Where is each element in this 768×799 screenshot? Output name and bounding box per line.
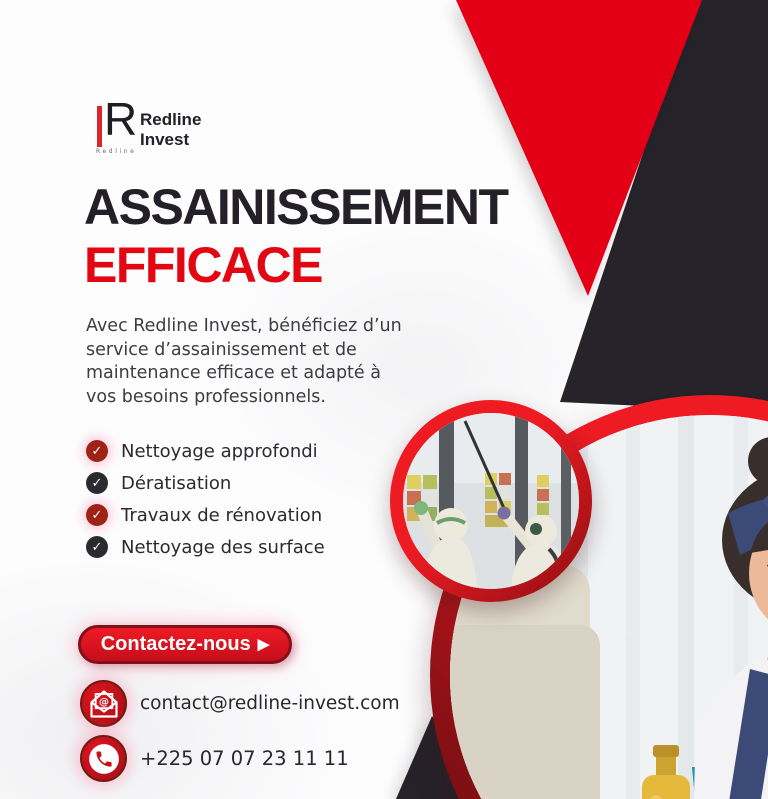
services-list (86, 440, 325, 568)
intro-line: maintenance efficace et adapté à (86, 363, 381, 383)
logo-caption: Redline (96, 148, 137, 155)
phone-text: +225 07 07 23 11 11 (140, 747, 349, 770)
brand-line2: Invest (140, 130, 190, 149)
cta-label: Contactez-nous (100, 633, 251, 655)
list-item (86, 536, 325, 558)
logo-letter: R (104, 93, 138, 145)
brand-name (140, 100, 201, 158)
service-label: Nettoyage approfondi (121, 440, 318, 462)
service-label: Dératisation (121, 472, 232, 494)
intro-paragraph (86, 315, 402, 409)
list-item (86, 504, 325, 526)
check-icon: ✓ (86, 536, 108, 558)
intro-line: service d’assainissement et de (86, 339, 357, 360)
service-label: Nettoyage des surface (121, 536, 325, 558)
headline (84, 178, 508, 294)
service-label: Travaux de rénovation (121, 504, 323, 526)
list-item (86, 440, 325, 462)
check-icon: ✓ (86, 440, 108, 462)
phone-contact[interactable] (80, 735, 349, 782)
headline-line1: ASSAINISSEMENT (84, 179, 508, 235)
headline-line2: EFFICACE (84, 237, 322, 293)
logo-red-bar (97, 106, 102, 147)
brand-line1: Redline (140, 110, 202, 129)
email-contact[interactable] (80, 680, 400, 727)
check-icon: ✓ (86, 504, 108, 526)
phone-icon (80, 735, 127, 782)
at-sign: @ (98, 696, 109, 708)
intro-line: Avec Redline Invest, bénéficiez d’un (86, 316, 402, 336)
list-item (86, 472, 325, 494)
logo-mark (96, 93, 138, 158)
contact-us-button[interactable] (78, 625, 292, 664)
intro-line: vos besoins professionnels. (86, 386, 326, 407)
arrow-icon: ▶ (257, 636, 270, 653)
email-icon (80, 680, 127, 727)
logo (96, 93, 202, 158)
email-text: contact@redline-invest.com (140, 693, 400, 714)
check-icon: ✓ (86, 472, 108, 494)
